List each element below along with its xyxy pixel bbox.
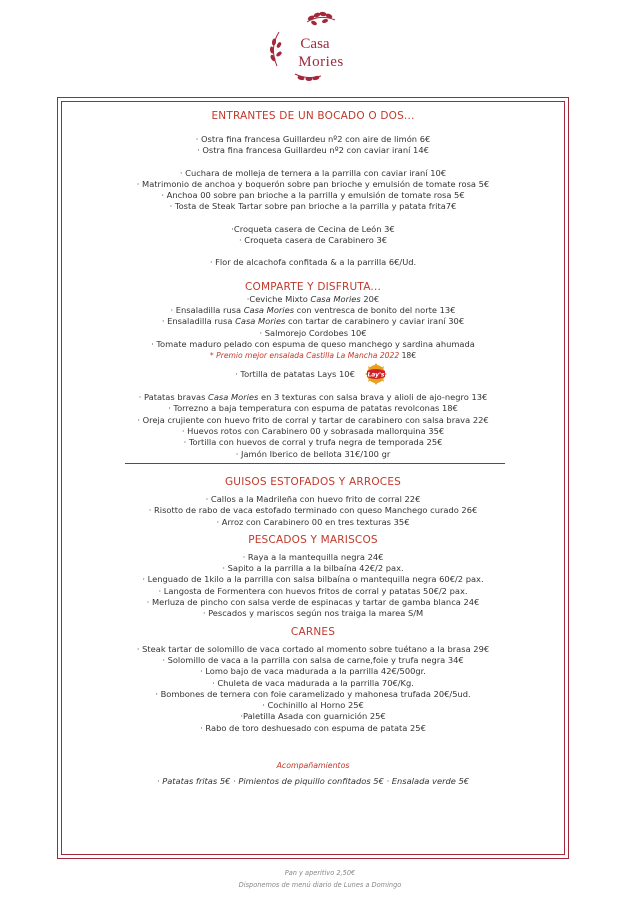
section-title-entrantes: ENTRANTES DE UN BOCADO O DOS... bbox=[211, 110, 415, 122]
section-title-comparte: COMPARTE Y DISFRUTA... bbox=[244, 280, 382, 293]
menu-item: ·Ceviche Mixto Casa Mories 20€ bbox=[246, 293, 380, 304]
sides-list: · Patatas fritas 5€ · Pimientos de piquillo confitados 5€ · Ensalada verde 5€ bbox=[156, 775, 470, 786]
menu-item: · Tortilla de patatas Lays 10€ bbox=[235, 368, 355, 379]
menu-item: · Solomillo de vaca a la parrilla con salsa de carne,foie y trufa negra 34€ bbox=[162, 654, 464, 665]
menu-item: · Torrezno a baja temperatura con espuma de patatas revolconas 18€ bbox=[168, 403, 458, 414]
menu-item: · Arroz con Carabinero 00 en tres texturas 35€ bbox=[216, 516, 410, 527]
menu-item: · Langosta de Formentera con huevos fritos de corral y patatas 50€/2 pax. bbox=[158, 585, 468, 596]
menu-item: · Rabo de toro deshuesado con espuma de patata 25€ bbox=[200, 722, 426, 733]
menu-item: · Ostra fina francesa Guillardeu nº2 con aire de limón 6€ bbox=[195, 134, 431, 144]
menu-item: · Anchoa 00 sobre pan brioche a la parrilla y emulsión de tomate rosa 5€ bbox=[161, 190, 465, 201]
logo-mories-text: Mories bbox=[298, 54, 344, 70]
footer-daily-menu-note: Disponemos de menú diario de Lunes a Domingo bbox=[238, 881, 402, 889]
menu-item: · Ostra fina francesa Guillardeu nº2 con caviar iraní 14€ bbox=[197, 145, 429, 156]
menu-item: · Flor de alcachofa confitada & a la parrilla 6€/Ud. bbox=[209, 257, 417, 268]
menu-item: · Matrimonio de anchoa y boquerón sobre pan brioche y emulsión de tomate rosa 5€ bbox=[136, 178, 490, 189]
menu-item: · Steak tartar de solomillo de vaca cortado al momento sobre tuétano a la brasa 29€ bbox=[136, 643, 490, 654]
menu-item: · Sapito a la parrilla a la bilbaína 42€/2 pax. bbox=[222, 563, 404, 574]
section-title-guisos: GUISOS ESTOFADOS Y ARROCES bbox=[224, 475, 402, 488]
award-note bbox=[61, 350, 565, 361]
menu-item: · Cuchara de molleja de ternera a la parrilla con caviar iraní 10€ bbox=[179, 167, 447, 178]
branch-bottom-icon bbox=[295, 74, 321, 81]
menu-item: · Pescados y mariscos según nos traiga la marea S/M bbox=[202, 608, 424, 619]
lays-logo-icon bbox=[361, 362, 391, 386]
menu-item: · Lenguado de 1kilo a la parrilla con salsa bilbaína o mantequilla negra 60€/2 pax. bbox=[142, 574, 484, 585]
menu-item: · Cochinillo al Horno 25€ bbox=[262, 700, 364, 711]
menu-item: · Merluza de pincho con salsa verde de espinacas y tartar de gamba blanca 24€ bbox=[146, 597, 480, 608]
footer-bread-note: Pan y aperitivo 2,50€ bbox=[284, 869, 356, 877]
menu-item: · Chuleta de vaca madurada a la parrilla 70€/Kg. bbox=[212, 677, 414, 688]
tortilla-lays-row bbox=[61, 361, 565, 387]
menu-item: · Huevos rotos con Carabinero 00 y sobrasada mallorquina 35€ bbox=[181, 426, 445, 437]
section-title-acompanamientos: Acompañamientos bbox=[276, 760, 350, 770]
casa-mories-logo bbox=[255, 8, 385, 82]
menu-item: · Raya a la mantequilla negra 24€ bbox=[242, 551, 384, 562]
menu-item: · Jamón Iberico de bellota 31€/100 gr bbox=[235, 448, 391, 459]
menu-item: · Ensaladilla rusa Casa Mories con tartar de carabinero y caviar iraní 30€ bbox=[161, 316, 465, 327]
menu-item: · Tomate maduro pelado con espuma de queso manchego y sardina ahumada bbox=[151, 338, 475, 349]
menu-item: · Salmorejo Cordobes 10€ bbox=[259, 327, 367, 338]
menu-item: · Callos a la Madrileña con huevo frito de corral 22€ bbox=[205, 493, 421, 504]
menu-item: · Bombones de ternera con foie caramelizado y mahonesa trufada 20€/5ud. bbox=[155, 688, 471, 699]
award-note-price: 18€ bbox=[401, 351, 417, 361]
menu-item: · Ensaladilla rusa Casa Mories con ventresca de bonito del norte 13€ bbox=[170, 304, 456, 315]
logo-casa-text: Casa bbox=[300, 36, 330, 52]
menu-item: · Patatas bravas Casa Mories en 3 texturas con salsa brava y alioli de ajo-negro 13€ bbox=[138, 392, 488, 403]
menu-item: ·Croqueta casera de Cecina de León 3€ bbox=[231, 223, 395, 234]
menu-item: · Tortilla con huevos de corral y trufa negra de temporada 25€ bbox=[183, 437, 443, 448]
section-title-carnes: CARNES bbox=[290, 625, 336, 638]
menu-item: · Croqueta casera de Carabinero 3€ bbox=[239, 235, 387, 246]
award-note-text: * Premio mejor ensalada Castilla La Mancha 2022 bbox=[209, 351, 400, 361]
svg-text:Lay's: Lay's bbox=[367, 371, 385, 379]
menu-item: · Tosta de Steak Tartar sobre pan brioche a la parrilla y patata frita7€ bbox=[169, 201, 457, 212]
menu-content bbox=[61, 101, 565, 787]
menu-item: · Risotto de rabo de vaca estofado terminado con queso Manchego curado 26€ bbox=[148, 505, 478, 516]
menu-item: · Lomo bajo de vaca madurada a la parrilla 42€/500gr. bbox=[200, 666, 426, 677]
menu-item: · Oreja crujiente con huevo frito de corral y tartar de carabinero con salsa brava 22€ bbox=[137, 414, 489, 425]
branch-left-icon bbox=[270, 32, 282, 66]
branch-top-icon bbox=[307, 12, 335, 26]
section-divider bbox=[125, 463, 505, 464]
menu-item: ·Paletilla Asada con guarnición 25€ bbox=[240, 711, 386, 722]
section-title-pescados: PESCADOS Y MARISCOS bbox=[248, 533, 378, 546]
